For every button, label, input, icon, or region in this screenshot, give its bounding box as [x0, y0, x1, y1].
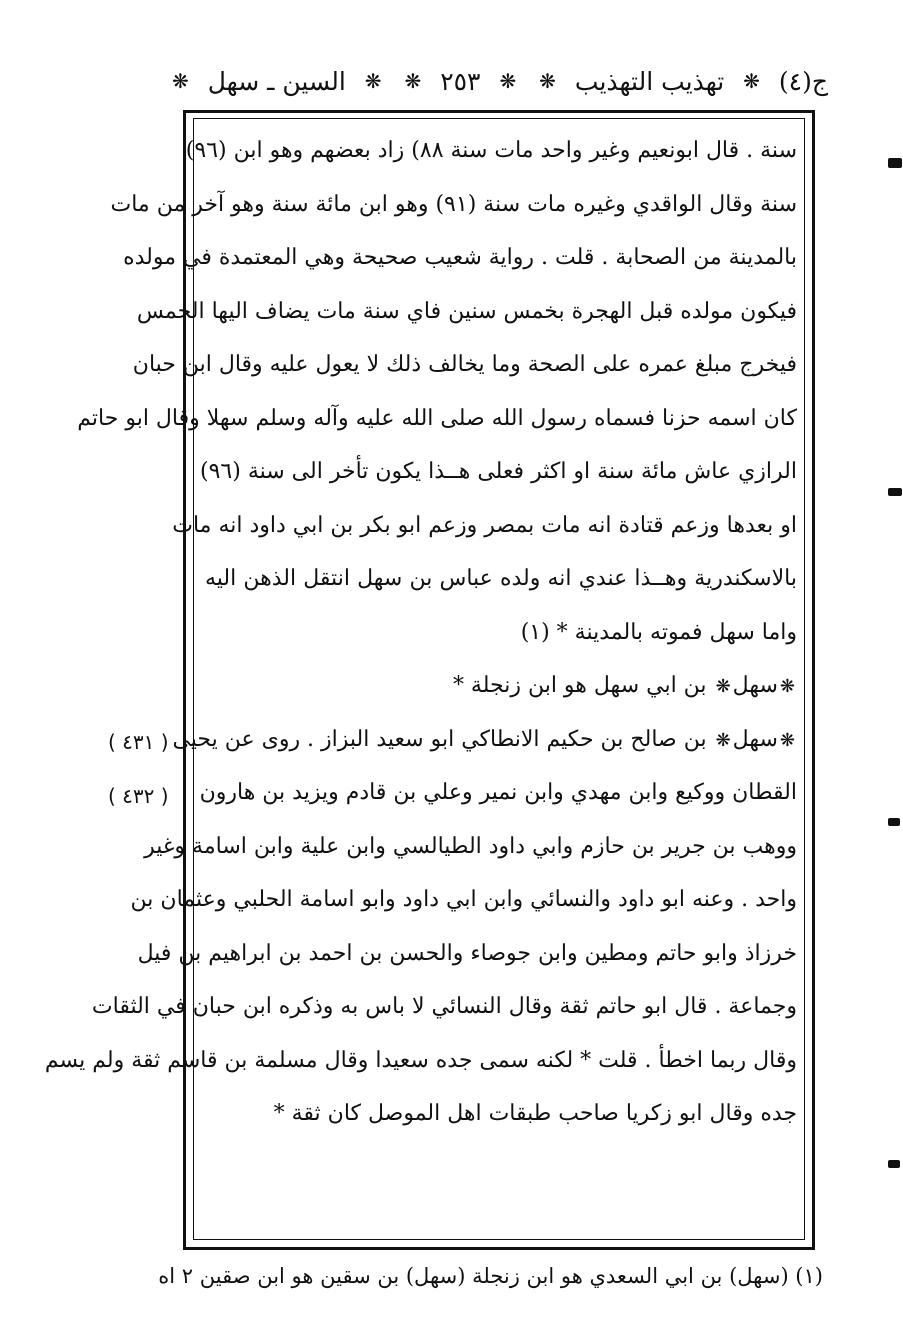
margin-mark — [888, 488, 902, 496]
entry-432-heading — [172, 713, 797, 767]
text-line: فيخرج مبلغ عمره على الصحة وما يخالف ذلك لا يعول عليه وقال ابن حبان — [132, 352, 797, 377]
footnote: (١) (سهل) بن ابي السعدي هو ابن زنجلة (سهل) بن سقين هو ابن صقين ٢ اه — [158, 1264, 823, 1288]
text-line: جده وقال ابو زكريا صاحب طبقات اهل الموصل كان ثقة * — [273, 1101, 797, 1126]
text-line: وجماعة . قال ابو حاتم ثقة وقال النسائي لا باس به وذكره ابن حبان في الثقات — [91, 994, 797, 1019]
margin-mark — [888, 158, 902, 168]
entry-431-heading — [205, 659, 797, 713]
page-number: ٢٥٣ — [440, 66, 481, 96]
ornament-star-icon: ❋ — [779, 729, 795, 751]
section-title: السين ـ سهل — [207, 66, 346, 96]
running-header — [168, 58, 828, 104]
text-line: الرازي عاش مائة سنة او اكثر فعلى هــذا يكون تأخر الى سنة (٩٦) — [200, 459, 797, 484]
ornament-star-icon: ❋ — [743, 69, 760, 93]
ornament-star-icon: ❋ — [539, 69, 556, 93]
entry-number-432: ( ٤٣٢ ) — [108, 784, 169, 808]
ornament-star-icon: ❋ — [779, 676, 795, 697]
text-line: واما سهل فموته بالمدينة * (١) — [520, 619, 797, 645]
entry-name: سهل — [732, 673, 778, 698]
text-line: بالاسكندرية وهــذا عندي انه ولده عباس بن سهل انتقل الذهن اليه — [205, 566, 797, 591]
entry-number-431: ( ٤٣١ ) — [108, 730, 169, 754]
ornament-star-icon: ❋ — [172, 69, 189, 93]
ornament-star-icon: ❋ — [404, 69, 422, 93]
text-line: سنة . قال ابونعيم وغير واحد مات سنة ٨٨) زاد بعضهم وهو ابن (٩٦) — [185, 138, 797, 163]
text-line: خرزاذ وابو حاتم ومطين وابن جوصاء والحسن بن احمد بن ابراهيم بن فيل — [137, 940, 797, 966]
margin-mark — [888, 818, 900, 826]
text-line: او بعدها وزعم قتادة انه مات بمصر وزعم ابو بكر بن ابي داود انه مات — [172, 512, 797, 538]
text-line: كان اسمه حزنا فسماه رسول الله صلى الله عليه وآله وسلم سهلا وقال ابو حاتم — [77, 405, 797, 431]
ornament-star-icon: ❋ — [715, 676, 731, 697]
text-line: القطان ووكيع وابن مهدي وابن نمير وعلي بن قادم ويزيد بن هارون — [199, 780, 797, 805]
text-line: فيكون مولده قبل الهجرة بخمس سنين فاي سنة مات يضاف اليها الخمس — [136, 298, 797, 324]
text-line: ووهب بن جرير بن حازم وابي داود الطيالسي وابن علية وابن اسامة وغير — [144, 833, 797, 859]
text-line: وقال ربما اخطأ . قلت * لكنه سمى جده سعيدا وقال مسلمة بن قاسم ثقة ولم يسم — [44, 1047, 797, 1073]
margin-mark — [888, 1160, 900, 1168]
ornament-star-icon: ❋ — [499, 69, 517, 93]
ornament-star-icon: ❋ — [364, 69, 382, 93]
text-line: واحد . وعنه ابو داود والنسائي وابن ابي داود وابو اسامة الحلبي وعثمان بن — [130, 887, 797, 912]
text-line: بالمدينة من الصحابة . قلت . رواية شعيب صحيحة وهي المعتمدة في مولده — [123, 245, 797, 270]
entry-text: بن صالح بن حكيم الانطاكي ابو سعيد البزاز . روى عن يحيى — [172, 726, 707, 752]
volume-label: ج(٤) — [778, 66, 828, 96]
text-line: سنة وقال الواقدي وغيره مات سنة (٩١) وهو ابن مائة سنة وهو آخر من مات — [110, 191, 797, 217]
entry-text: بن ابي سهل هو ابن زنجلة * — [452, 673, 707, 698]
book-title: تهذيب التهذيب — [574, 66, 725, 96]
ornament-star-icon: ❋ — [715, 729, 731, 751]
entry-name: سهل — [732, 726, 778, 752]
